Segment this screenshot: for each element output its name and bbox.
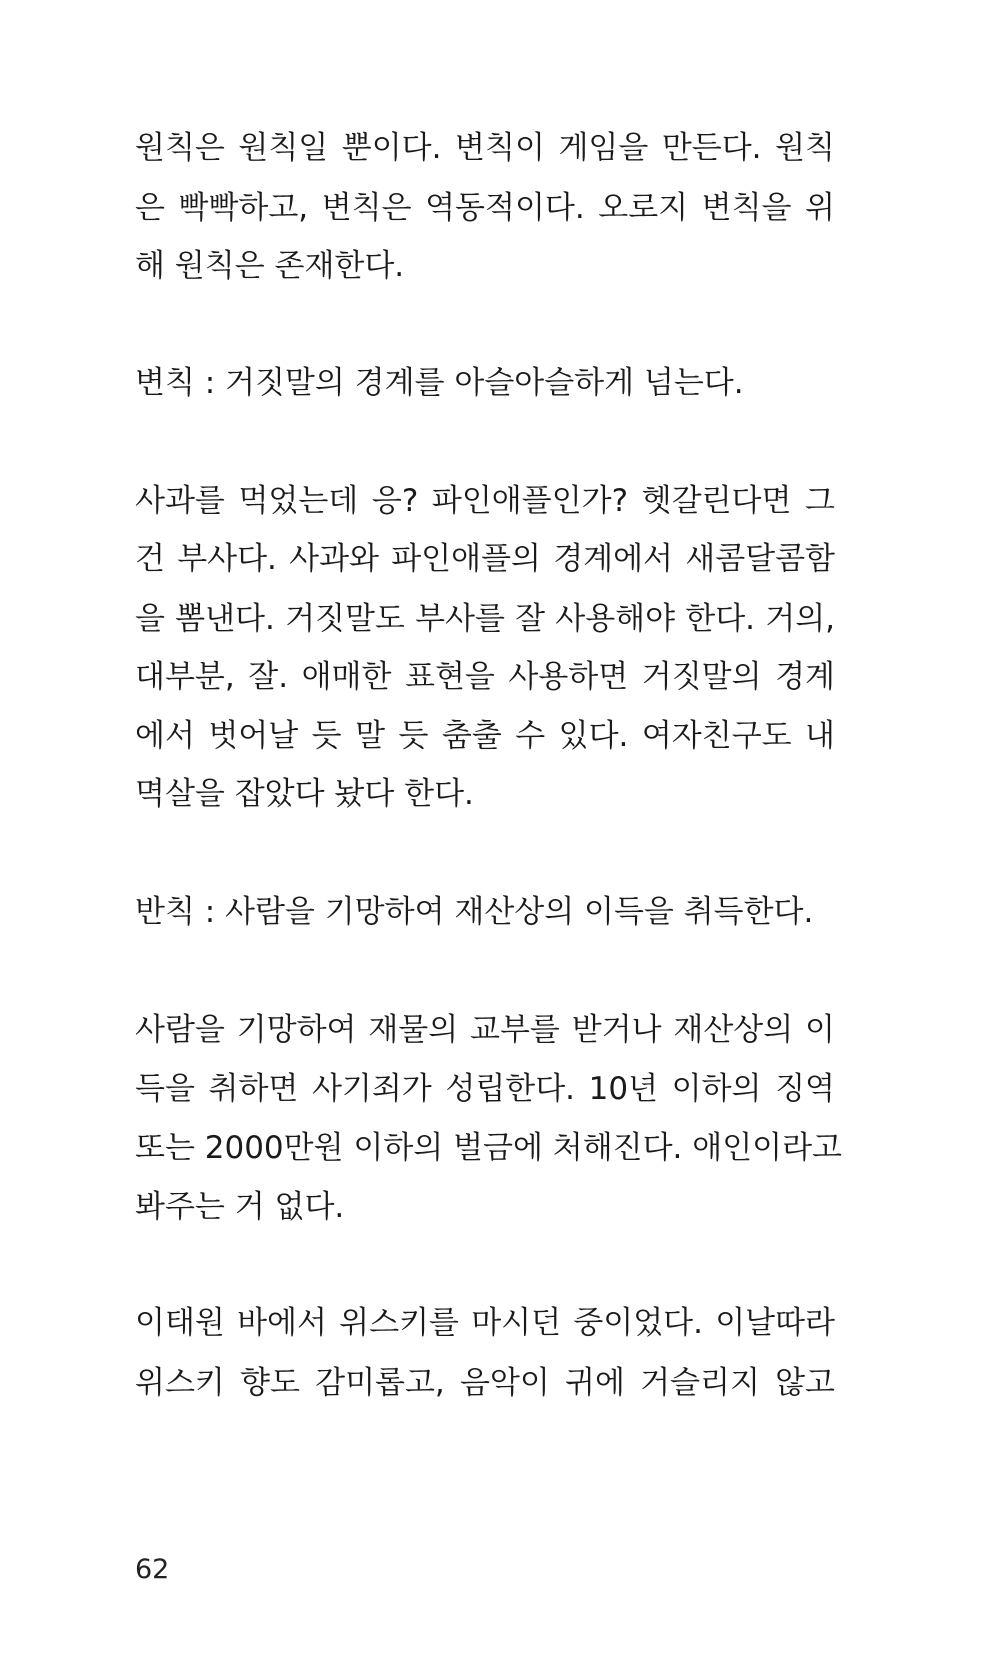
- text-line: 변칙 : 거짓말의 경계를 아슬아슬하게 넘는다.: [135, 365, 744, 401]
- text-line: 은 빡빡하고, 변칙은 역동적이다. 오로지 변칙을 위: [135, 190, 835, 226]
- text-line: 또는 2000만원 이하의 벌금에 처해진다. 애인이라고: [135, 1130, 842, 1166]
- text-line: 을 뽐낸다. 거짓말도 부사를 잘 사용해야 한다. 거의,: [135, 601, 835, 637]
- text-line: 이태원 바에서 위스키를 마시던 중이었다. 이날따라: [135, 1305, 835, 1341]
- text-line: 대부분, 잘. 애매한 표현을 사용하면 거짓말의 경계: [135, 659, 835, 695]
- text-line: 원칙은 원칙일 뿐이다. 변칙이 게임을 만든다. 원칙: [135, 130, 835, 166]
- text-line: 해 원칙은 존재한다.: [135, 248, 405, 284]
- text-line: 봐주는 거 없다.: [135, 1189, 345, 1225]
- text-line: 반칙 : 사람을 기망하여 재산상의 이득을 취득한다.: [135, 894, 814, 930]
- text-line: 득을 취하면 사기죄가 성립한다. 10년 이하의 징역: [135, 1071, 835, 1107]
- page-number: 62: [135, 1554, 170, 1585]
- text-line: 건 부사다. 사과와 파인애플의 경계에서 새콤달콤함: [135, 541, 835, 577]
- text-line: 위스키 향도 감미롭고, 음악이 귀에 거슬리지 않고: [135, 1365, 835, 1401]
- text-line: 멱살을 잡았다 놨다 한다.: [135, 776, 474, 812]
- text-line: 에서 벗어날 듯 말 듯 춤출 수 있다. 여자친구도 내: [135, 718, 835, 754]
- text-line: 사과를 먹었는데 응? 파인애플인가? 헷갈린다면 그: [135, 483, 835, 519]
- text-line: 사람을 기망하여 재물의 교부를 받거나 재산상의 이: [135, 1012, 835, 1048]
